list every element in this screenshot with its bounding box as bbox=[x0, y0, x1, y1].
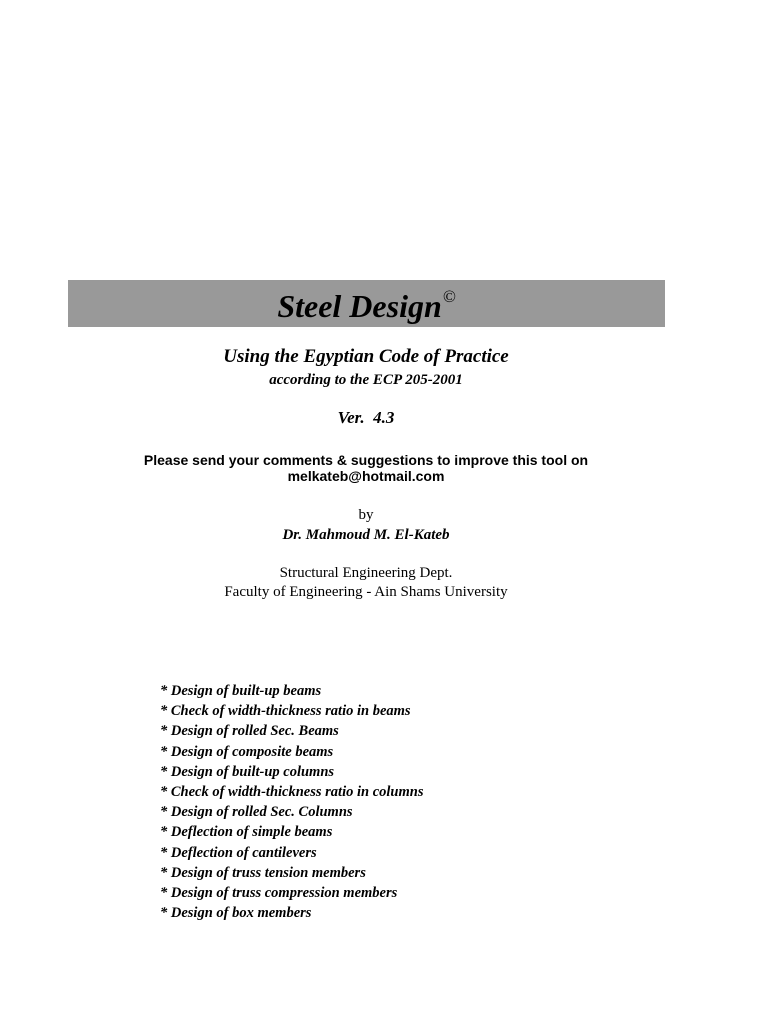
code-reference: according to the ECP 205-2001 bbox=[269, 372, 463, 388]
title-text: Steel Design bbox=[277, 287, 442, 324]
department: Structural Engineering Dept. bbox=[279, 565, 453, 581]
faculty: Faculty of Engineering - Ain Shams University bbox=[224, 584, 508, 600]
contact-email: melkateb@hotmail.com bbox=[287, 468, 445, 484]
feature-item: * Check of width-thickness ratio in beams bbox=[160, 703, 411, 720]
feature-item: * Check of width-thickness ratio in columns bbox=[160, 783, 424, 800]
feedback-note bbox=[0, 452, 732, 484]
version-label: Ver. 4.3 bbox=[337, 408, 395, 427]
feature-item: * Design of composite beams bbox=[160, 743, 334, 760]
feedback-text: Please send your comments & suggestions to improve this tool on bbox=[143, 452, 589, 468]
subtitle: Using the Egyptian Code of Practice bbox=[223, 346, 509, 367]
feature-item: * Design of built-up columns bbox=[160, 763, 335, 780]
copyright-symbol: © bbox=[442, 286, 456, 306]
by-label: by bbox=[358, 507, 374, 523]
feature-item: * Deflection of cantilevers bbox=[160, 844, 317, 861]
feature-item: * Design of truss compression members bbox=[160, 884, 398, 901]
title-banner bbox=[68, 280, 665, 327]
feature-item: * Design of rolled Sec. Columns bbox=[160, 804, 353, 821]
feature-item: * Deflection of simple beams bbox=[160, 824, 333, 841]
feature-list bbox=[160, 681, 423, 923]
feature-item: * Design of built-up beams bbox=[160, 683, 322, 699]
feature-item: * Design of box members bbox=[160, 905, 312, 922]
feature-item: * Design of rolled Sec. Beams bbox=[160, 723, 339, 740]
author-name: Dr. Mahmoud M. El-Kateb bbox=[282, 527, 450, 543]
page-title bbox=[277, 286, 456, 324]
feature-item: * Design of truss tension members bbox=[160, 864, 366, 881]
